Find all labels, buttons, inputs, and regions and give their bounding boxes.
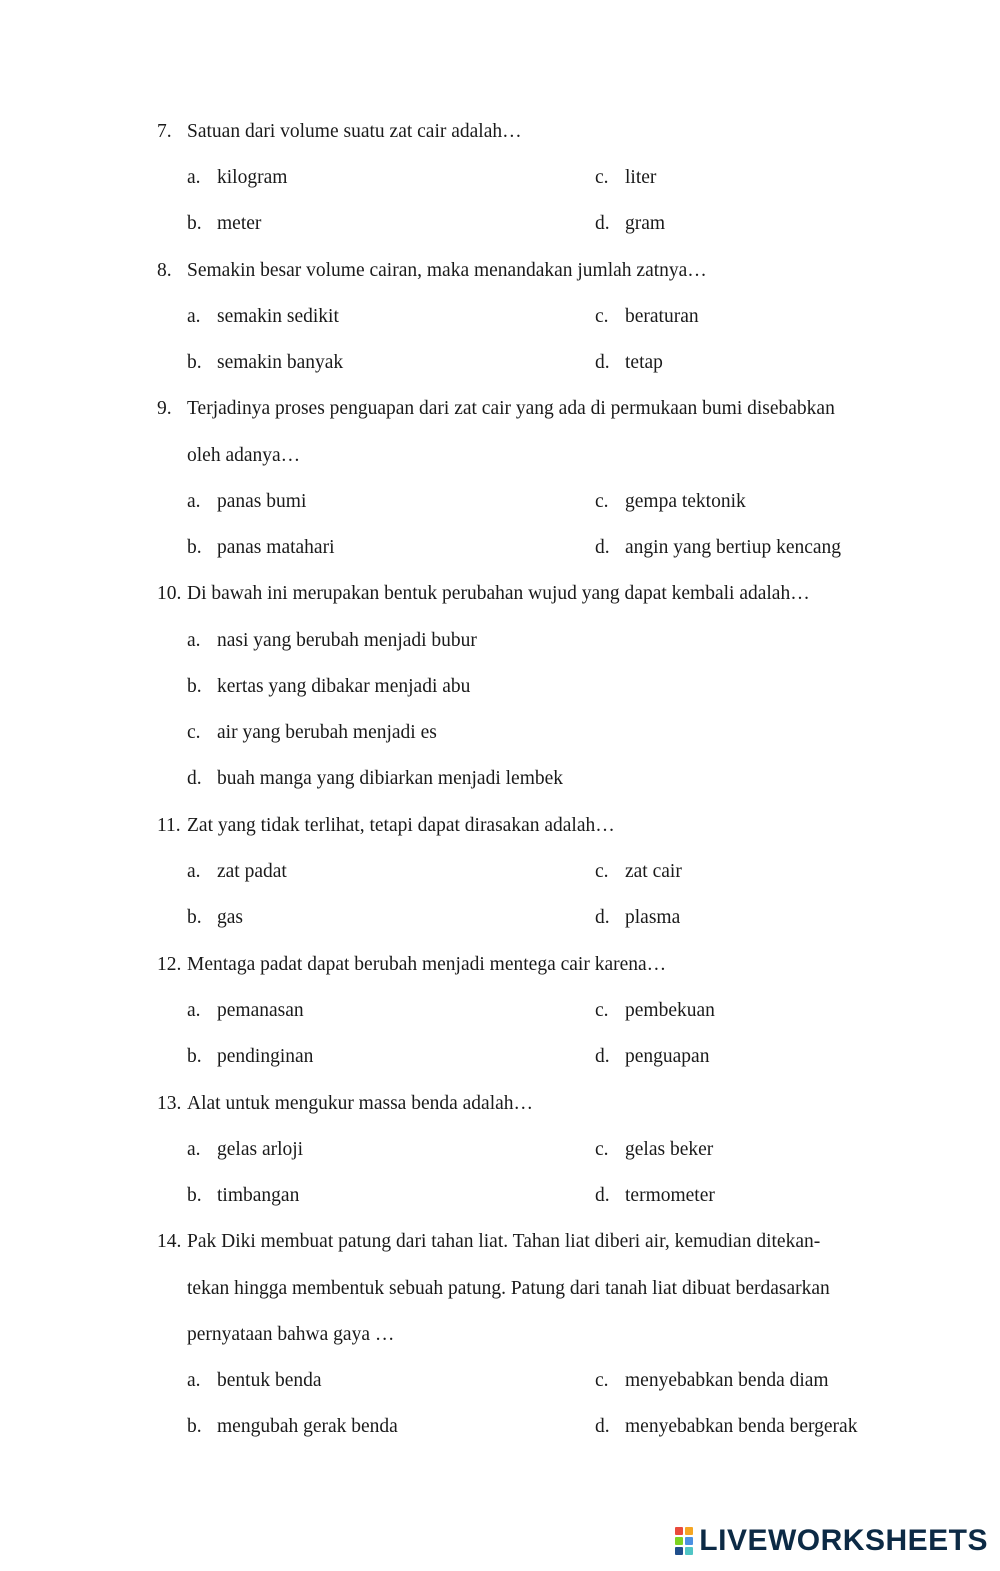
question-text-continued: oleh adanya… (187, 445, 301, 466)
option-letter: b. (187, 213, 202, 234)
question-text: Terjadinya proses penguapan dari zat cair yang ada di permukaan bumi disebabkan (187, 398, 835, 419)
option-a[interactable] (187, 163, 287, 193)
option-letter: b. (187, 907, 202, 928)
option-text: gempa tektonik (625, 491, 746, 512)
option-text: menyebabkan benda diam (625, 1370, 829, 1391)
option-letter: b. (187, 352, 202, 373)
option-letter: d. (595, 1046, 610, 1067)
option-letter: d. (595, 907, 610, 928)
option-text: gelas arloji (217, 1139, 304, 1160)
option-text: bentuk benda (217, 1370, 322, 1391)
option-text: pembekuan (625, 1000, 715, 1021)
option-letter: b. (187, 1046, 202, 1067)
question-text-continued: tekan hingga membentuk sebuah patung. Patung dari tanah liat dibuat berdasarkan (187, 1278, 830, 1299)
option-text: zat cair (625, 861, 682, 882)
option-text: liter (625, 167, 657, 188)
option-text: kilogram (217, 167, 288, 188)
option-text: zat padat (217, 861, 287, 882)
question-number: 8. (157, 260, 172, 281)
option-text: buah manga yang dibiarkan menjadi lembek (217, 768, 564, 789)
option-a[interactable] (187, 1135, 303, 1165)
option-text: panas matahari (217, 537, 335, 558)
option-letter: d. (595, 213, 610, 234)
option-a[interactable] (187, 857, 287, 887)
option-text: gas (217, 907, 243, 928)
question-text: Mentaga padat dapat berubah menjadi mentega cair karena… (187, 954, 667, 975)
option-c[interactable] (595, 302, 699, 332)
option-c[interactable] (187, 718, 437, 748)
option-letter: a. (187, 1370, 201, 1391)
question-number: 13. (157, 1093, 182, 1114)
question-number: 14. (157, 1231, 182, 1252)
option-b[interactable] (187, 533, 335, 563)
option-d[interactable] (595, 348, 663, 378)
option-b[interactable] (187, 672, 470, 702)
option-letter: a. (187, 630, 201, 651)
option-letter: d. (595, 1416, 610, 1437)
option-text: air yang berubah menjadi es (217, 722, 437, 743)
option-letter: c. (595, 306, 609, 327)
option-letter: a. (187, 491, 201, 512)
option-letter: a. (187, 1139, 201, 1160)
option-letter: b. (187, 676, 202, 697)
question-number: 11. (157, 815, 181, 836)
option-text: menyebabkan benda bergerak (625, 1416, 858, 1437)
option-text: plasma (625, 907, 681, 928)
option-text: penguapan (625, 1046, 710, 1067)
option-text: mengubah gerak benda (217, 1416, 398, 1437)
option-letter: c. (595, 491, 609, 512)
option-a[interactable] (187, 302, 339, 332)
option-letter: a. (187, 861, 201, 882)
option-text: pendinginan (217, 1046, 314, 1067)
option-letter: c. (187, 722, 201, 743)
option-d[interactable] (595, 209, 665, 239)
option-b[interactable] (187, 1181, 299, 1211)
question-number: 9. (157, 398, 172, 419)
option-a[interactable] (187, 1366, 322, 1396)
option-a[interactable] (187, 996, 304, 1026)
option-letter: d. (595, 1185, 610, 1206)
option-b[interactable] (187, 209, 261, 239)
question-text-continued: pernyataan bahwa gaya … (187, 1324, 395, 1345)
option-text: kertas yang dibakar menjadi abu (217, 676, 471, 697)
option-d[interactable] (595, 1042, 709, 1072)
option-letter: d. (595, 352, 610, 373)
option-text: termometer (625, 1185, 715, 1206)
option-letter: b. (187, 1416, 202, 1437)
question-text: Semakin besar volume cairan, maka menandakan jumlah zatnya… (187, 260, 707, 281)
option-c[interactable] (595, 1366, 829, 1396)
option-c[interactable] (595, 487, 746, 517)
option-text: angin yang bertiup kencang (625, 537, 842, 558)
logo-text: LIVEWORKSHEETS (699, 1524, 988, 1557)
question-text: Satuan dari volume suatu zat cair adalah… (187, 121, 522, 142)
option-text: gram (625, 213, 666, 234)
logo-tile (675, 1527, 683, 1535)
option-text: gelas beker (625, 1139, 714, 1160)
option-a[interactable] (187, 626, 477, 656)
option-text: nasi yang berubah menjadi bubur (217, 630, 477, 651)
option-text: semakin banyak (217, 352, 344, 373)
option-letter: a. (187, 167, 201, 188)
logo-tile (685, 1527, 693, 1535)
option-letter: d. (187, 768, 202, 789)
option-d[interactable] (187, 764, 563, 794)
option-b[interactable] (187, 1042, 313, 1072)
logo-tile (675, 1537, 683, 1545)
question-number: 10. (157, 583, 182, 604)
option-letter: c. (595, 1139, 609, 1160)
option-d[interactable] (595, 1181, 715, 1211)
option-text: timbangan (217, 1185, 300, 1206)
logo-tile (685, 1547, 693, 1555)
option-text: tetap (625, 352, 663, 373)
question-text: Alat untuk mengukur massa benda adalah… (187, 1093, 534, 1114)
logo-tile (685, 1537, 693, 1545)
option-letter: b. (187, 537, 202, 558)
option-b[interactable] (187, 903, 243, 933)
question-number: 7. (157, 121, 172, 142)
option-b[interactable] (187, 1412, 398, 1442)
option-letter: a. (187, 1000, 201, 1021)
logo-grid-icon (675, 1527, 693, 1555)
option-text: pemanasan (217, 1000, 304, 1021)
option-text: panas bumi (217, 491, 307, 512)
option-text: semakin sedikit (217, 306, 339, 327)
option-letter: c. (595, 861, 609, 882)
option-b[interactable] (187, 348, 343, 378)
question-text: Di bawah ini merupakan bentuk perubahan wujud yang dapat kembali adalah… (187, 583, 810, 604)
option-c[interactable] (595, 1135, 713, 1165)
option-d[interactable] (595, 1412, 857, 1442)
option-letter: b. (187, 1185, 202, 1206)
option-text: meter (217, 213, 262, 234)
liveworksheets-logo[interactable] (675, 1523, 988, 1559)
question-text: Zat yang tidak terlihat, tetapi dapat dirasakan adalah… (187, 815, 615, 836)
option-letter: c. (595, 1000, 609, 1021)
logo-tile (675, 1547, 683, 1555)
option-c[interactable] (595, 163, 656, 193)
option-letter: a. (187, 306, 201, 327)
option-text: beraturan (625, 306, 699, 327)
question-number: 12. (157, 954, 182, 975)
option-letter: c. (595, 167, 609, 188)
option-c[interactable] (595, 857, 682, 887)
option-letter: c. (595, 1370, 609, 1391)
option-a[interactable] (187, 487, 306, 517)
option-c[interactable] (595, 996, 715, 1026)
option-d[interactable] (595, 533, 841, 563)
option-letter: d. (595, 537, 610, 558)
option-d[interactable] (595, 903, 680, 933)
question-text: Pak Diki membuat patung dari tahan liat. Tahan liat diberi air, kemudian ditekan- (187, 1231, 821, 1252)
